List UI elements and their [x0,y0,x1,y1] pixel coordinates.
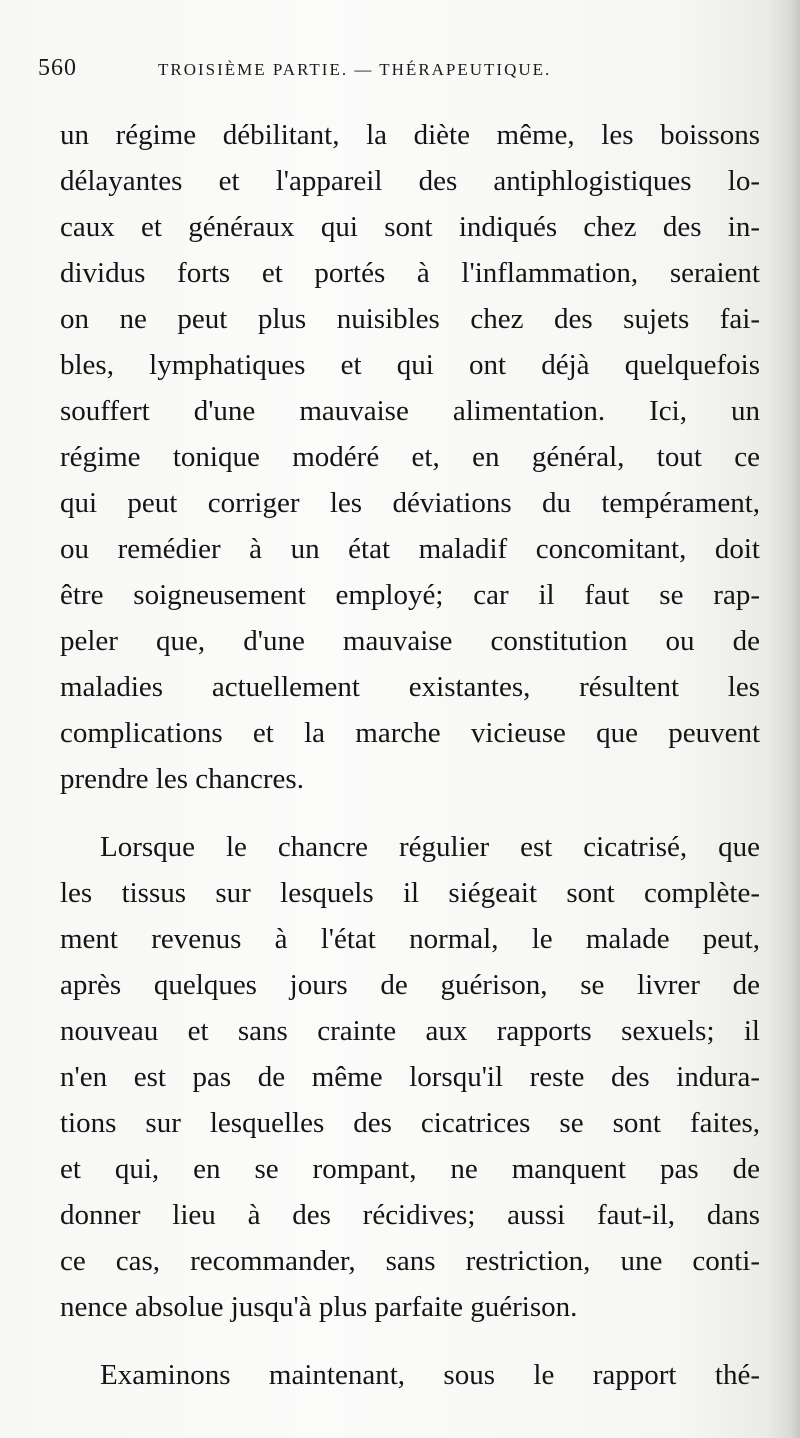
text-line: dividus forts et portés à l'inflammation, seraient [60,257,760,289]
text-line: après quelques jours de guérison, se livrer de [60,969,760,1001]
text-line: régime tonique modéré et, en général, tout ce [60,441,760,473]
text-line: qui peut corriger les déviations du tempérament, [60,487,760,519]
text-line: prendre les chancres. [60,763,304,795]
page-header [38,55,758,89]
text-line: et qui, en se rompant, ne manquent pas de [60,1153,760,1185]
text-line: complications et la marche vicieuse que peuvent [60,717,760,749]
page-edge-shadow [766,0,800,1438]
text-line: les tissus sur lesquels il siégeait sont complète- [60,877,760,909]
body-text [60,112,760,1398]
text-line: bles, lymphatiques et qui ont déjà quelquefois [60,349,760,381]
text-line: nence absolue jusqu'à plus parfaite guérison. [60,1291,578,1323]
text-line: délayantes et l'appareil des antiphlogistiques lo- [60,165,760,197]
paragraph [60,824,760,1330]
text-line: caux et généraux qui sont indiqués chez des in- [60,211,760,243]
text-line: on ne peut plus nuisibles chez des sujets fai- [60,303,760,335]
text-line: souffert d'une mauvaise alimentation. Ici, un [60,395,760,427]
running-head: TROISIÈME PARTIE. — THÉRAPEUTIQUE. [158,60,552,79]
page-number: 560 [38,55,77,81]
text-line: ce cas, recommander, sans restriction, une conti- [60,1245,760,1277]
text-line: Examinons maintenant, sous le rapport thé- [100,1359,760,1391]
text-line: n'en est pas de même lorsqu'il reste des indura- [60,1061,760,1093]
text-line: un régime débilitant, la diète même, les boissons [60,119,760,151]
paragraph-continued [60,112,760,802]
text-line: ou remédier à un état maladif concomitant, doit [60,533,760,565]
text-line: Lorsque le chancre régulier est cicatrisé, que [100,831,760,863]
text-line: donner lieu à des récidives; aussi faut-il, dans [60,1199,760,1231]
text-line: être soigneusement employé; car il faut se rap- [60,579,760,611]
paragraph [60,1352,760,1398]
text-line: peler que, d'une mauvaise constitution ou de [60,625,760,657]
text-line: nouveau et sans crainte aux rapports sexuels; il [60,1015,760,1047]
text-line: tions sur lesquelles des cicatrices se sont faites, [60,1107,760,1139]
text-line: ment revenus à l'état normal, le malade peut, [60,923,760,955]
text-line: maladies actuellement existantes, résultent les [60,671,760,703]
